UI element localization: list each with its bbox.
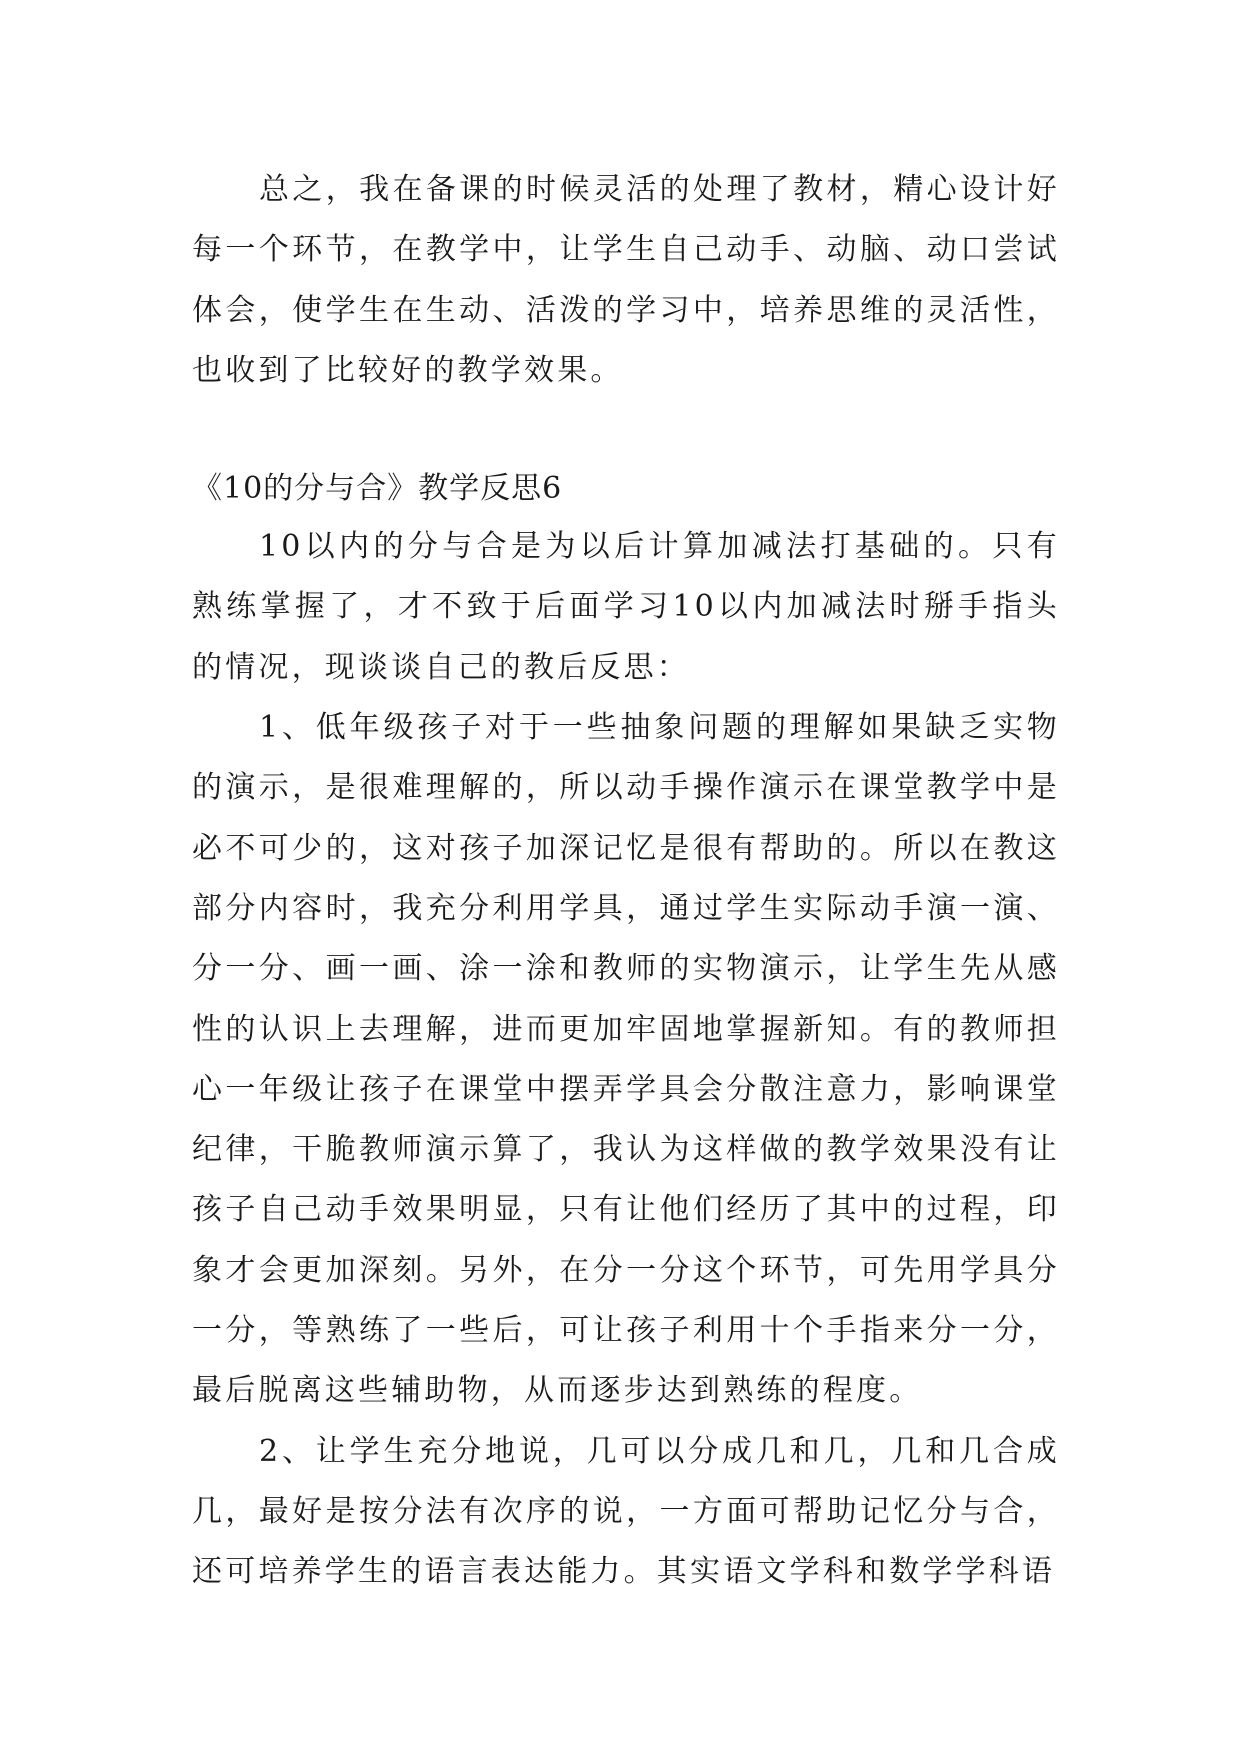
paragraph-point-2: 2、让学生充分地说，几可以分成几和几，几和几合成几，最好是按分法有次序的说，一方面可帮助记忆分与合，还可培养学生的语言表达能力。其实语文学科和数学学科语 [192, 1433, 1060, 1590]
section-title: 《10的分与合》教学反思6 [192, 471, 563, 507]
paragraph-point-1: 1、低年级孩子对于一些抽象问题的理解如果缺乏实物的演示，是很难理解的，所以动手操作演示在课堂教学中是必不可少的，这对孩子加深记忆是很有帮助的。所以在教这部分内容时，我充分利用学具，通过学生实际动手演一演、分一分、画一画、涂一涂和教师的实物演示，让学生先从感性的认识上去理解，进而更加牢固地掌握新知。有的教师担心一年级让孩子在课堂中摆弄学具会分散注意力，影响课堂纪律，干脆教师演示算了，我认为这样做的教学效果没有让孩子自己动手效果明显，只有让他们经历了其中的过程，印象才会更加深刻。另外，在分一分这个环节，可先用学具分一分，等熟练了一些后，可让孩子利用十个手指来分一分，最后脱离这些辅助物，从而逐步达到熟练的程度。 [192, 710, 1060, 1409]
document-body [192, 160, 1060, 1603]
paragraph-gap [192, 401, 1060, 461]
paragraph-intro: 10以内的分与合是为以后计算加减法打基础的。只有熟练掌握了，才不致于后面学习10以内加减法时掰手指头的情况，现谈谈自己的教后反思： [192, 529, 1060, 685]
paragraph-summary: 总之，我在备课的时候灵活的处理了教材，精心设计好每一个环节，在教学中，让学生自己动手、动脑、动口尝试体会，使学生在生动、活泼的学习中，培养思维的灵活性，也收到了比较好的教学效果。 [192, 172, 1060, 388]
